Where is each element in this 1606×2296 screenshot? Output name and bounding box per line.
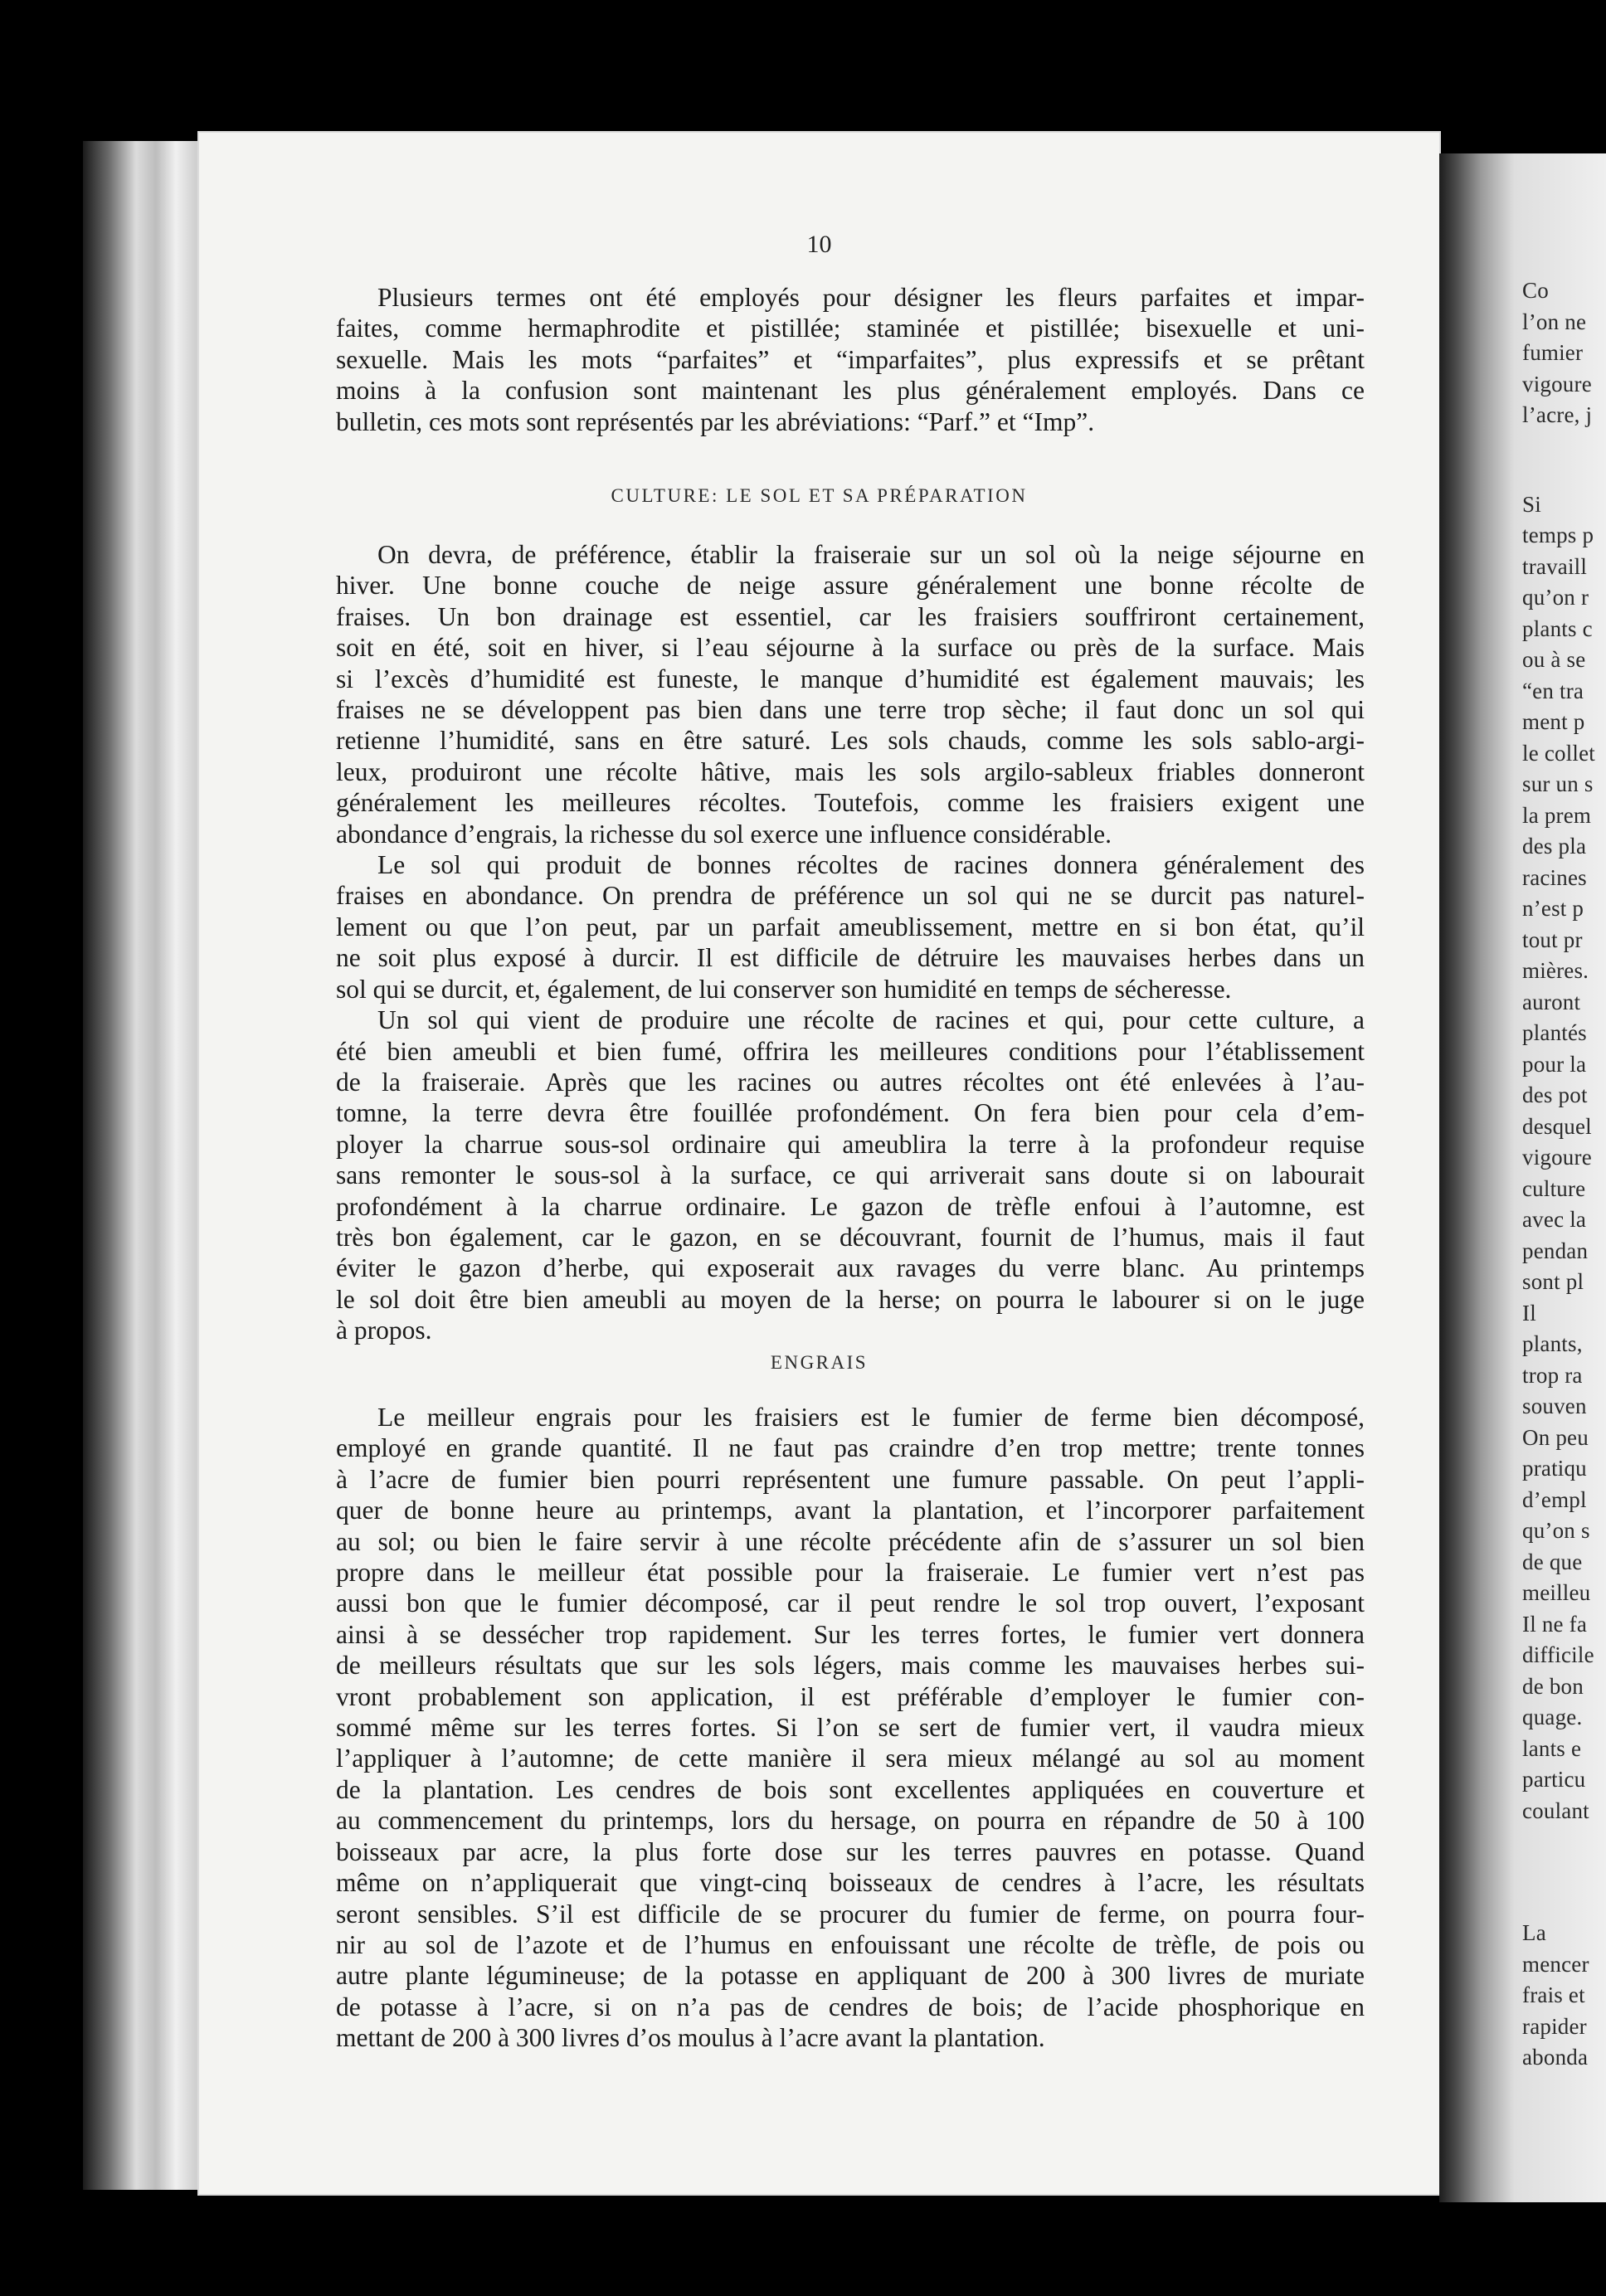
text-line: de potasse à l’acre, si on n’a pas de cendres de bois; de l’acide phosphorique en [336,1992,1365,2021]
text-line: Un sol qui vient de produire une récolte de racines et qui, pour cette culture, a [377,1005,1365,1035]
text-line: seront sensibles. S’il est difficile de se procurer du fumier de ferme, on pourra four- [336,1899,1365,1929]
text-line: soit en été, soit en hiver, si l’eau séjourne à la surface ou près de la surface. Mais [336,633,1365,663]
facing-page-line: des pot [1522,1082,1588,1107]
facing-page-line: quage. [1522,1705,1583,1729]
text-line: de meilleurs résultats que sur les sols légers, mais comme les mauvaises herbes sui- [336,1651,1365,1681]
facing-page-line: tout pr [1522,927,1583,952]
facing-page-line: “en tra [1522,678,1584,703]
facing-page-line: de que [1522,1549,1583,1574]
text-line: profondément à la charrue ordinaire. Le gazon de trèfle enfoui à l’automne, est [336,1191,1365,1221]
text-line: fraises. Un bon drainage est essentiel, car les fraisiers souffriront certainement, [336,601,1365,631]
text-line: tomne, la terre devra être fouillée profondément. On fera bien pour cela d’em- [336,1098,1365,1128]
facing-page-line: pendan [1522,1238,1589,1263]
facing-page-line: plantés [1522,1020,1587,1045]
facing-page-line: Co [1522,278,1549,303]
text-line: au sol; ou bien le faire servir à une récolte précédente afin de s’assurer un sol bien [336,1526,1365,1556]
facing-page-line: frais et [1522,1982,1585,2007]
text-line: moins à la confusion sont maintenant les plus généralement employés. Dans ce [336,376,1365,406]
facing-page-line: sont pl [1522,1269,1584,1294]
text-line: aussi bon que le fumier décomposé, car il peut rendre le sol trop ouvert, l’exposant [336,1588,1365,1618]
text-line: quer de bonne heure au printemps, avant la plantation, et l’incorporer parfaitement [336,1496,1365,1525]
text-line: éviter le gazon d’herbe, qui exposerait aux ravages du verre blanc. Au printemps [336,1253,1365,1283]
facing-page-line: sur un s [1522,771,1594,796]
text-line: de la fraiseraie. Après que les racines ou autres récoltes ont été enlevées à l’au- [336,1067,1365,1097]
facing-page-line: d’empl [1522,1486,1587,1512]
text-line: leux, produiront une récolte hâtive, mais les sols argilo-sableux friables donneront [336,756,1365,786]
text-line: On devra, de préférence, établir la fraiseraie sur un sol où la neige séjourne en [377,540,1365,569]
facing-page-line: lants e [1522,1735,1582,1761]
facing-page-line: meilleu [1522,1580,1591,1605]
facing-page-line: trop ra [1522,1362,1583,1388]
text-line: Le sol qui produit de bonnes récoltes de racines donnera généralement des [377,850,1365,880]
facing-page-line: rapider [1522,2013,1587,2039]
facing-page-line: temps p [1522,523,1594,547]
facing-page-fragment [1439,153,1606,2202]
text-line: ne soit plus exposé à durcir. Il est difficile de détruire les mauvaises herbes dans un [336,943,1365,973]
text-line: retienne l’humidité, sans en être saturé. Les sols chauds, comme les sols sablo-argi- [336,726,1365,756]
text-line: employé en grande quantité. Il ne faut pas craindre d’en trop mettre; trente tonnes [336,1433,1365,1463]
text-line: Le meilleur engrais pour les fraisiers est le fumier de ferme bien décomposé, [377,1403,1365,1432]
text-line: de la plantation. Les cendres de bois sont excellentes appliquées en couverture et [336,1774,1365,1804]
book-page-edges [83,141,216,2190]
text-line: ployer la charrue sous-sol ordinaire qui ameublira la terre à la profondeur requise [336,1129,1365,1159]
text-line: boisseaux par acre, la plus forte dose sur les terres pauvres en potasse. Quand [336,1836,1365,1866]
text-line: sans remonter le sous-sol à la surface, ce qui arriverait sans doute si on labourait [336,1160,1365,1190]
facing-page-line: Si [1522,491,1541,517]
facing-page-line: plants c [1522,615,1593,641]
text-line: fraises en abondance. On prendra de préférence un sol qui ne se durcit pas naturel- [336,881,1365,911]
culture-section-text [336,539,1365,1346]
intro-paragraph [336,282,1365,437]
text-line: au commencement du printemps, lors du hersage, on pourra en répandre de 50 à 100 [336,1806,1365,1836]
text-line: lement ou que l’on peut, par un parfait ameublissement, mettre en si bon état, qu’il [336,912,1365,941]
facing-page-line: l’on ne [1522,309,1587,334]
section-heading-culture: CULTURE: LE SOL ET SA PRÉPARATION [611,485,1028,506]
book-page [199,133,1439,2194]
page-number: 10 [806,231,832,258]
text-line: Plusieurs termes ont été employés pour désigner les fleurs parfaites et impar- [377,283,1365,312]
facing-page-line: racines [1522,864,1587,890]
facing-page-line: l’acre, j [1522,402,1593,427]
facing-page-line: ou à se [1522,647,1586,672]
text-line: mettant de 200 à 300 livres d’os moulus à l’acre avant la plantation. [336,2023,1045,2053]
text-line: fraises ne se développent pas bien dans une terre trop sèche; il faut donc un sol qui [336,695,1365,725]
facing-page-line: culture [1522,1175,1586,1201]
text-line: vront probablement son application, il est préférable d’employer le fumier con- [336,1681,1365,1711]
facing-page-line: le collet [1522,740,1596,766]
facing-page-line: travaill [1522,553,1588,579]
facing-page-line: n’est p [1522,896,1584,921]
facing-page-line: auront [1522,989,1581,1014]
facing-page-line: des pla [1522,834,1587,859]
text-line: abondance d’engrais, la richesse du sol exerce une influence considérable. [336,819,1112,849]
text-line: été bien ameubli et bien fumé, offrira les meilleures conditions pour l’établissement [336,1036,1365,1066]
text-line: hiver. Une bonne couche de neige assure généralement une bonne récolte de [336,571,1365,601]
facing-page-line: qu’on r [1522,585,1589,610]
text-line: nir au sol de l’azote et de l’humus en enfouissant une récolte de trèfle, de pois ou [336,1929,1365,1959]
engrais-section-text [336,1402,1365,2054]
facing-page-line: souven [1522,1394,1587,1418]
text-line: à l’acre de fumier bien pourri représentent une fumure passable. On peut l’appli- [336,1464,1365,1494]
text-line: ainsi à se dessécher trop rapidement. Sur les terres fortes, le fumier vert donnera [336,1619,1365,1649]
text-line: l’appliquer à l’automne; de cette manière il sera mieux mélangé au sol au moment [336,1744,1365,1773]
facing-page-line: mencer [1522,1951,1589,1977]
text-line: bulletin, ces mots sont représentés par les abréviations: “Parf.” et “Imp”. [336,406,1095,436]
facing-page-line: Il [1522,1300,1536,1326]
text-line: à propos. [336,1316,432,1345]
text-line: sol qui se durcit, et, également, de lui conserver son humidité en temps de sécheresse. [336,974,1232,1004]
facing-page-line: avec la [1522,1207,1587,1232]
facing-page-line: difficile [1522,1642,1594,1667]
facing-page-line: qu’on s [1522,1518,1590,1543]
facing-page-line: vigoure [1522,371,1592,396]
facing-page-line: mières. [1522,958,1589,983]
facing-page-line: fumier [1522,340,1584,365]
facing-page-line: pratiqu [1522,1456,1587,1481]
facing-page-line: plants, [1522,1331,1583,1356]
text-line: même on n’appliquerait que vingt-cinq boisseaux de cendres à l’acre, les résultats [336,1868,1365,1898]
facing-page-line: La [1522,1920,1546,1945]
facing-page-line: ment p [1522,709,1585,734]
facing-page-line: pour la [1522,1051,1587,1077]
facing-page-line: la prem [1522,802,1592,828]
text-line: faites, comme hermaphrodite et pistillée; staminée et pistillée; bisexuelle et uni- [336,314,1365,343]
facing-page-line: abonda [1522,2045,1589,2070]
facing-page-line: de bon [1522,1673,1584,1699]
section-heading-engrais: ENGRAIS [770,1352,869,1373]
text-line: le sol doit être bien ameubli au moyen de la herse; on pourra le labourer si on le juge [336,1284,1365,1314]
text-line: généralement les meilleures récoltes. Toutefois, comme les fraisiers exigent une [336,788,1365,818]
facing-page-line: Il ne fa [1522,1611,1588,1637]
facing-page-line: On peu [1522,1424,1589,1450]
facing-page-line: particu [1522,1767,1586,1792]
text-line: autre plante légumineuse; de la potasse en appliquant de 200 à 300 livres de muriate [336,1961,1365,1991]
text-line: si l’excès d’humidité est funeste, le manque d’humidité est également mauvais; les [336,664,1365,693]
facing-page-line: vigoure [1522,1145,1592,1170]
text-line: sexuelle. Mais les mots “parfaites” et “imparfaites”, plus expressifs et se prêtant [336,344,1365,374]
text-line: sommé même sur les terres fortes. Si l’on se sert de fumier vert, il vaudra mieux [336,1713,1365,1743]
facing-page-line: coulant [1522,1797,1589,1823]
text-line: très bon également, car le gazon, en se découvrant, fournit de l’humus, mais il faut [336,1222,1365,1252]
facing-page-line: desquel [1522,1113,1592,1139]
text-line: propre dans le meilleur état possible pour la fraiseraie. Le fumier vert n’est pas [336,1558,1365,1588]
